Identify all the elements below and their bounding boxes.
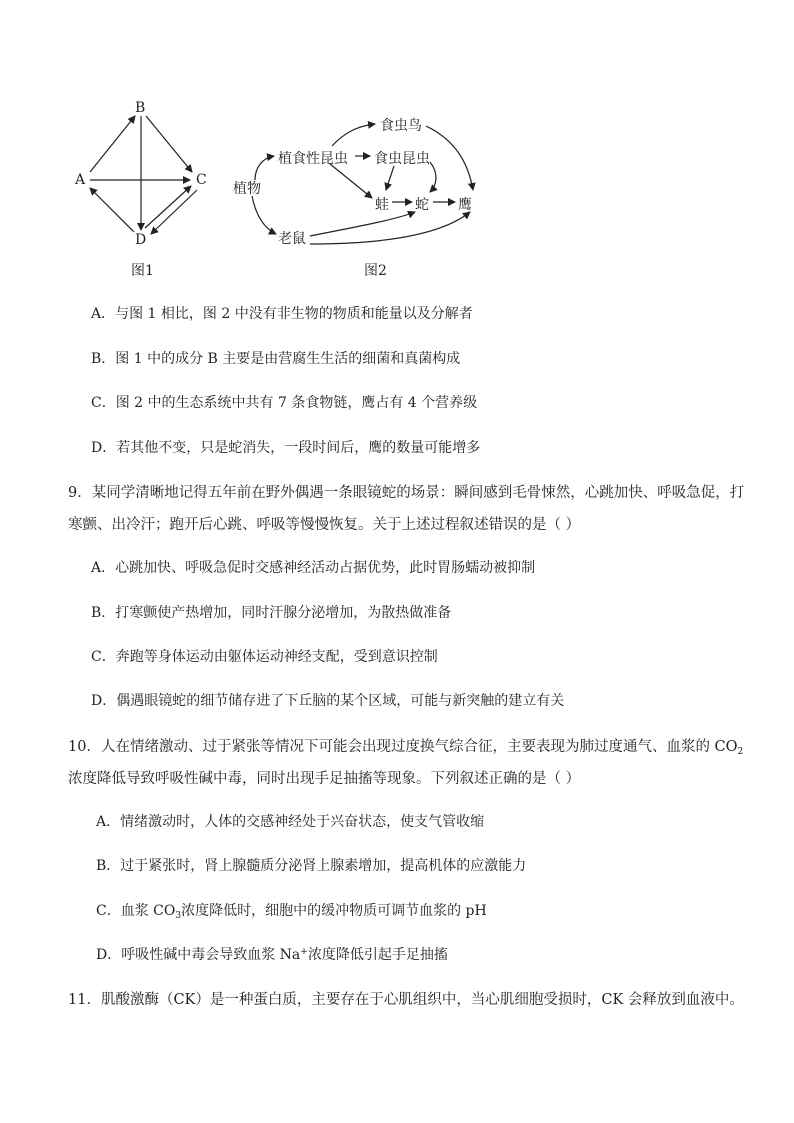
- q10-option-b: B．过于紧张时，肾上腺髓质分泌肾上腺素增加，提高机体的应激能力: [96, 858, 527, 874]
- arrow-c-to-d: [151, 190, 197, 234]
- arrow-b-to-c: [146, 116, 192, 172]
- q9-option-a: A．心跳加快、呼吸急促时交感神经活动占据优势，此时胃肠蠕动被抑制: [91, 560, 536, 576]
- fig1-caption: 图1: [131, 263, 154, 279]
- fig2-node-snake: 蛇: [415, 197, 429, 213]
- arrow-insect-to-bird: [332, 124, 375, 146]
- arrow-bird-to-eagle: [426, 126, 473, 190]
- arrow-d-to-c: [145, 186, 191, 228]
- fig2-node-frog: 蛙: [375, 197, 389, 213]
- q10-stem-line2: 浓度降低导致呼吸性碱中毒，同时出现手足抽搐等现象。下列叙述正确的是（ ）: [68, 771, 581, 787]
- q11-stem-line1: 11．肌酸激酶（CK）是一种蛋白质，主要存在于心肌组织中，当心肌细胞受损时，CK 会释放到血液中。: [68, 992, 744, 1008]
- q8-option-d: D．若其他不变，只是蛇消失，一段时间后，鹰的数量可能增多: [91, 440, 481, 456]
- arrow-plant-to-mouse: [252, 196, 276, 234]
- fig1-node-b: B: [135, 100, 146, 116]
- arrow-mouse-to-eagle: [310, 212, 470, 244]
- q9-option-d: D．偶遇眼镜蛇的细节储存进了下丘脑的某个区域，可能与新突触的建立有关: [91, 693, 565, 709]
- fig2-node-insectivorous-insect: 食虫昆虫: [374, 151, 430, 167]
- q10-option-a: A．情绪激动时，人体的交感神经处于兴奋状态，使支气管收缩: [96, 814, 485, 830]
- q8-option-b: B．图 1 中的成分 B 主要是由营腐生生活的细菌和真菌构成: [91, 351, 461, 367]
- q10-option-c: C．血浆 $CO_3$浓度降低时，细胞中的缓冲物质可调节血浆的 pH: [96, 903, 487, 921]
- fig1-node-d: D: [135, 232, 147, 248]
- q9-option-c: C．奔跑等身体运动由躯体运动神经支配，受到意识控制: [91, 649, 438, 665]
- q8-option-a: A．与图 1 相比，图 2 中没有非生物的物质和能量以及分解者: [91, 306, 473, 322]
- q10-option-d: D．呼吸性碱中毒会导致血浆 Na+浓度降低引起手足抽搐: [96, 947, 448, 963]
- fig2-node-herbivorous-insect: 植食性昆虫: [278, 151, 348, 167]
- arrow-mouse-to-snake: [310, 212, 415, 236]
- q8-option-c: C．图 2 中的生态系统中共有 7 条食物链，鹰占有 4 个营养级: [91, 395, 478, 411]
- q9-option-b: B．打寒颤使产热增加，同时汗腺分泌增加，为散热做准备: [91, 605, 452, 621]
- fig2-node-insectivorous-bird: 食虫鸟: [380, 118, 422, 134]
- fig2-node-plant: 植物: [233, 181, 261, 197]
- arrow-insect-to-frog: [330, 164, 372, 198]
- arrow-plant-to-insect: [255, 156, 274, 180]
- arrow-a-to-b: [90, 116, 135, 172]
- fig1-node-a: A: [75, 172, 86, 188]
- arrow-insecteater-to-frog: [386, 166, 394, 190]
- arrow-d-to-a: [90, 188, 134, 232]
- fig1-node-c: C: [196, 172, 207, 188]
- q10-stem-line1: 10．人在情绪激动、过于紧张等情况下可能会出现过度换气综合征，主要表现为肺过度通气、血浆的 $CO_2$: [68, 739, 744, 757]
- fig2-node-mouse: 老鼠: [278, 231, 306, 247]
- q9-stem-line1: 9．某同学清晰地记得五年前在野外偶遇一条眼镜蛇的场景：瞬间感到毛骨悚然，心跳加快、呼吸急促，打: [68, 485, 745, 501]
- arrow-insecteater-to-snake: [430, 162, 436, 192]
- q9-stem-line2: 寒颤、出冷汗；跑开后心跳、呼吸等慢慢恢复。关于上述过程叙述错误的是（ ）: [68, 517, 581, 533]
- fig2-caption: 图2: [364, 263, 387, 279]
- fig2-node-eagle: 鹰: [458, 197, 472, 213]
